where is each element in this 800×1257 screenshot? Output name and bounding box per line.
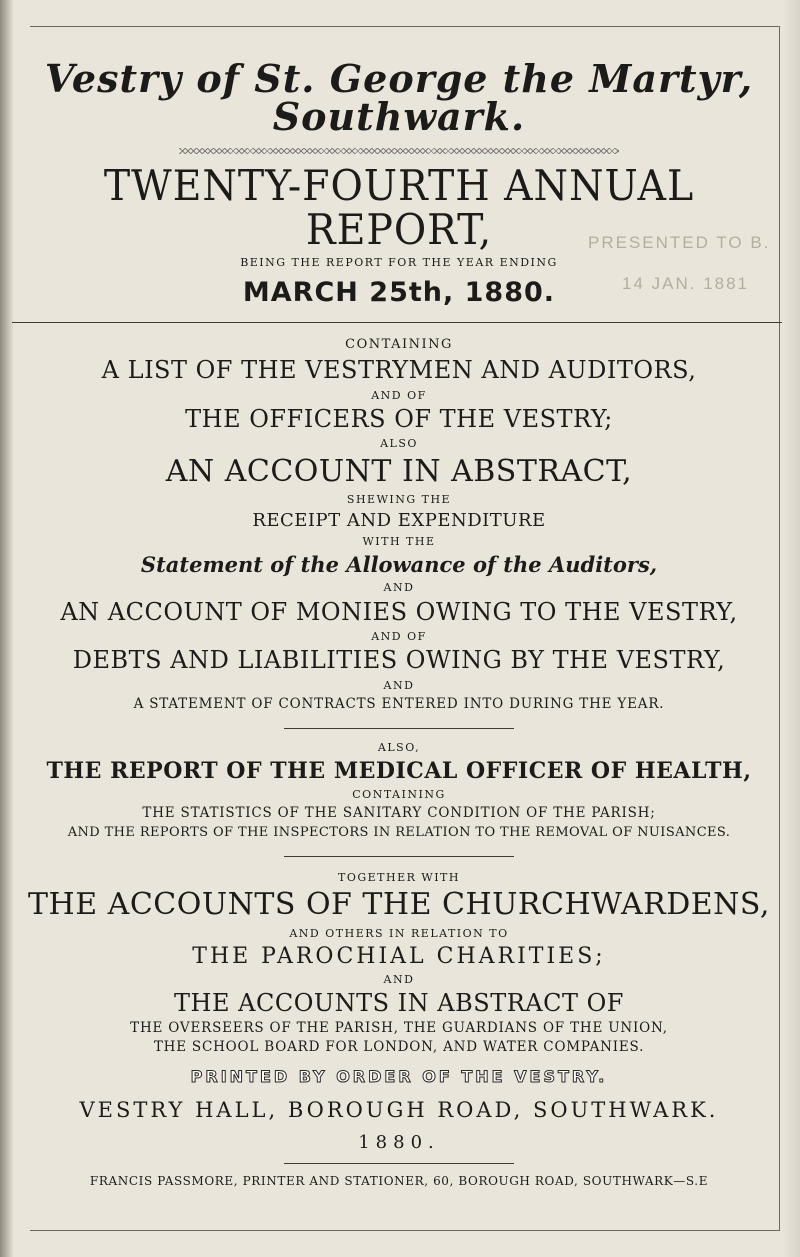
vestrymen-list-line: A LIST OF THE VESTRYMEN AND AUDITORS, (101, 355, 697, 384)
divider-rule-short-2 (284, 856, 514, 857)
contracts-line: A STATEMENT OF CONTRACTS ENTERED INTO DURING THE YEAR. (133, 696, 665, 713)
presented-stamp: PRESENTED TO B. (588, 233, 771, 252)
with-the-label: WITH THE (362, 535, 436, 549)
and-label: AND (383, 581, 415, 595)
divider-rule-short (284, 728, 514, 729)
overseers-line: THE OVERSEERS OF THE PARISH, THE GUARDIANS OF THE UNION, (130, 1019, 668, 1036)
page-border-top (30, 26, 780, 27)
page-binding-edge (0, 0, 14, 1257)
printer-imprint: FRANCIS PASSMORE, PRINTER AND STATIONER, 60, BOROUGH ROAD, SOUTHWARK—S.E (89, 1173, 709, 1188)
accounts-abstract-line: THE ACCOUNTS IN ABSTRACT OF (174, 988, 624, 1017)
title-page-content (20, 56, 778, 1188)
inspectors-line: AND THE REPORTS OF THE INSPECTORS IN RELATION TO THE REMOVAL OF NUISANCES. (67, 825, 731, 841)
also-comma-label: ALSO, (377, 740, 421, 754)
account-abstract-line: AN ACCOUNT IN ABSTRACT, (165, 453, 633, 489)
receipt-expenditure-line: RECEIPT AND EXPENDITURE (252, 510, 546, 532)
divider-rule (12, 322, 782, 323)
sanitary-statistics-line: THE STATISTICS OF THE SANITARY CONDITION OF THE PARISH; (142, 805, 656, 822)
received-date-stamp: 14 JAN. 1881 (622, 274, 750, 293)
publication-year: 1880. (358, 1131, 440, 1153)
auditors-statement-line: Statement of the Allowance of the Auditors, (140, 552, 658, 578)
printed-by-order-line: PRINTED BY ORDER OF THE VESTRY. (190, 1066, 608, 1086)
report-date: MARCH 25th, 1880. (242, 277, 556, 309)
together-with-label: TOGETHER WITH (338, 870, 460, 884)
being-line: BEING THE REPORT FOR THE YEAR ENDING (240, 256, 558, 270)
and-of-label-2: AND OF (371, 630, 427, 644)
page-border-bottom (30, 1230, 780, 1231)
parochial-charities-line: THE PAROCHIAL CHARITIES; (192, 943, 606, 969)
divider-rule-short-3 (284, 1163, 514, 1164)
page-right-edge (782, 0, 800, 1257)
and-of-label: AND OF (371, 388, 427, 402)
containing-label: CONTAINING (345, 337, 453, 353)
churchwardens-title: THE ACCOUNTS OF THE CHURCHWARDENS, (28, 887, 770, 923)
others-label: AND OTHERS IN RELATION TO (289, 926, 509, 940)
ornamental-rule (179, 148, 619, 154)
churchwardens-and-label: AND (383, 972, 415, 986)
vestry-hall-address: VESTRY HALL, BOROUGH ROAD, SOUTHWARK. (79, 1097, 719, 1122)
monies-owing-line: AN ACCOUNT OF MONIES OWING TO THE VESTRY, (60, 597, 738, 626)
shewing-label: SHEWING THE (346, 493, 452, 507)
and-label-2: AND (383, 678, 415, 692)
debts-liabilities-line: DEBTS AND LIABILITIES OWING BY THE VESTRY, (72, 646, 726, 675)
vestry-title: Vestry of St. George the Martyr, Southwark. (44, 56, 754, 139)
school-board-line: THE SCHOOL BOARD FOR LONDON, AND WATER COMPANIES. (153, 1039, 645, 1056)
also-label: ALSO (380, 437, 418, 451)
medical-containing-label: CONTAINING (352, 788, 446, 802)
page-border-right (779, 26, 780, 1231)
report-title: TWENTY-FOURTH ANNUAL REPORT, (103, 161, 695, 255)
medical-officer-title: THE REPORT OF THE MEDICAL OFFICER OF HEALTH, (46, 757, 752, 784)
officers-line: THE OFFICERS OF THE VESTRY; (185, 404, 613, 433)
